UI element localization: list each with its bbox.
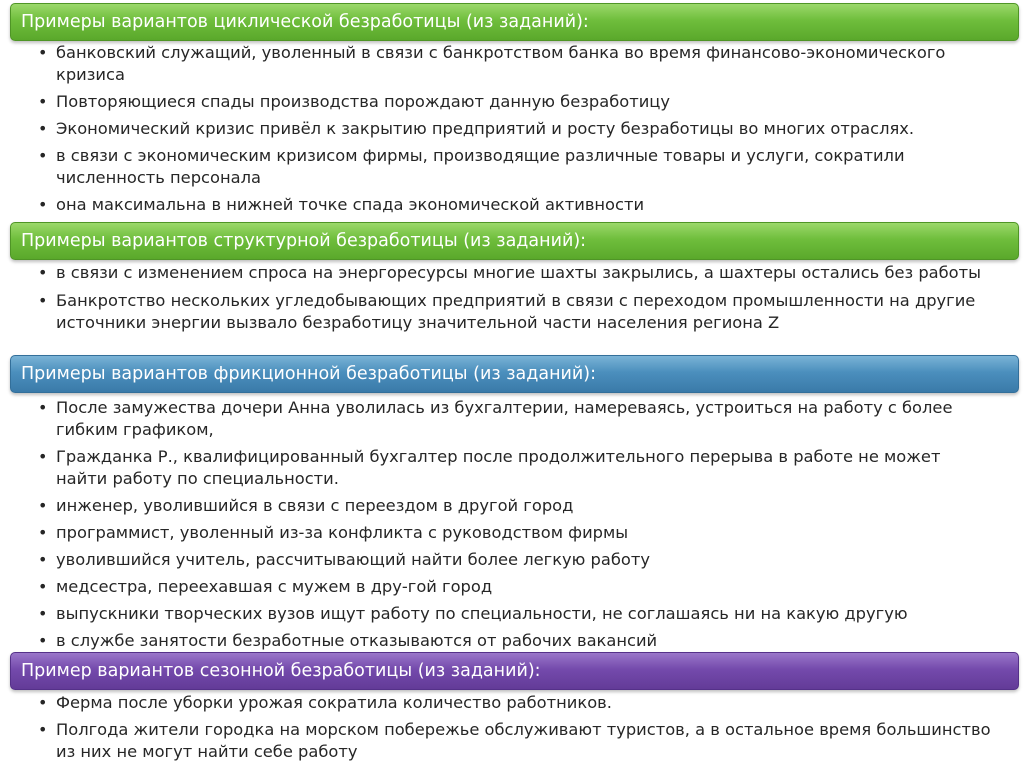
- list-item-text: Экономический кризис привёл к закрытию предприятий и росту безработицы во многих отраслях.: [56, 119, 915, 138]
- list-item: [0, 692, 1024, 714]
- frictional-list: [0, 397, 1024, 652]
- seasonal-list: [0, 692, 1024, 763]
- bullet-icon: •: [38, 146, 48, 165]
- list-item-text: программист, уволенный из-за конфликта с руководством фирмы: [56, 523, 629, 542]
- structural-list: [0, 262, 1024, 334]
- list-item-text: в службе занятости безработные отказываются от рабочих вакансий: [56, 631, 658, 650]
- list-item: [0, 290, 1024, 334]
- list-item-text: После замужества дочери Анна уволилась из бухгалтерии, намереваясь, устроиться на работу с более гибким графиком,: [56, 398, 953, 439]
- bullet-icon: •: [38, 263, 48, 282]
- bullet-icon: •: [38, 550, 48, 569]
- list-item: [0, 194, 1024, 216]
- list-item: [0, 495, 1024, 517]
- list-item: [0, 42, 1024, 86]
- bullet-icon: •: [38, 291, 48, 310]
- list-item: [0, 576, 1024, 598]
- list-item-text: медсестра, переехавшая с мужем в дру-гой город: [56, 577, 493, 596]
- list-item: [0, 549, 1024, 571]
- bullet-icon: •: [38, 43, 48, 62]
- section-title: Пример вариантов сезонной безработицы (из заданий):: [21, 661, 541, 681]
- bullet-icon: •: [38, 119, 48, 138]
- list-item: [0, 397, 1024, 441]
- list-item: [0, 145, 1024, 189]
- seasonal-header: [10, 652, 1019, 690]
- cyclical-list: [0, 42, 1024, 216]
- list-item-text: инженер, уволившийся в связи с переездом в другой город: [56, 496, 574, 515]
- structural-header: [10, 222, 1019, 260]
- list-item-text: выпускники творческих вузов ищут работу по специальности, не соглашаясь ни на какую другую: [56, 604, 908, 623]
- bullet-icon: •: [38, 720, 48, 739]
- list-item-text: она максимальна в нижней точке спада экономической активности: [56, 195, 645, 214]
- list-item-text: Гражданка Р., квалифицированный бухгалтер после продолжительного перерыва в работе не может найти работу по специальности.: [56, 447, 941, 488]
- bullet-icon: •: [38, 92, 48, 111]
- bullet-icon: •: [38, 447, 48, 466]
- list-item-text: Ферма после уборки урожая сократила количество работников.: [56, 693, 612, 712]
- section-title: Примеры вариантов циклической безработицы (из заданий):: [21, 12, 589, 32]
- bullet-icon: •: [38, 604, 48, 623]
- list-item: [0, 522, 1024, 544]
- list-item: [0, 719, 1024, 763]
- bullet-icon: •: [38, 577, 48, 596]
- bullet-icon: •: [38, 631, 48, 650]
- bullet-icon: •: [38, 398, 48, 417]
- section-title: Примеры вариантов структурной безработицы (из заданий):: [21, 231, 587, 251]
- list-item: [0, 603, 1024, 625]
- frictional-header: [10, 355, 1019, 393]
- cyclical-header: [10, 3, 1019, 41]
- list-item-text: Банкротство нескольких угледобывающих предприятий в связи с переходом промышленности на другие источники энергии вызвало безработицу значительной части населения региона Z: [56, 291, 976, 332]
- bullet-icon: •: [38, 523, 48, 542]
- section-title: Примеры вариантов фрикционной безработицы (из заданий):: [21, 364, 596, 384]
- list-item-text: Полгода жители городка на морском побережье обслуживают туристов, а в остальное время большинство из них не могут найти себе работу: [56, 720, 991, 761]
- list-item: [0, 91, 1024, 113]
- list-item: [0, 446, 1024, 490]
- list-item: [0, 630, 1024, 652]
- list-item-text: в связи с экономическим кризисом фирмы, производящие различные товары и услуги, сократили численность персонала: [56, 146, 905, 187]
- list-item-text: в связи с изменением спроса на энергоресурсы многие шахты закрылись, а шахтеры остались без работы: [56, 263, 981, 282]
- bullet-icon: •: [38, 496, 48, 515]
- list-item: [0, 118, 1024, 140]
- list-item-text: уволившийся учитель, рассчитывающий найти более легкую работу: [56, 550, 650, 569]
- list-item: [0, 262, 1024, 284]
- list-item-text: Повторяющиеся спады производства порождают данную безработицу: [56, 92, 670, 111]
- bullet-icon: •: [38, 195, 48, 214]
- list-item-text: банковский служащий, уволенный в связи с банкротством банка во время финансово-экономического кризиса: [56, 43, 946, 84]
- bullet-icon: •: [38, 693, 48, 712]
